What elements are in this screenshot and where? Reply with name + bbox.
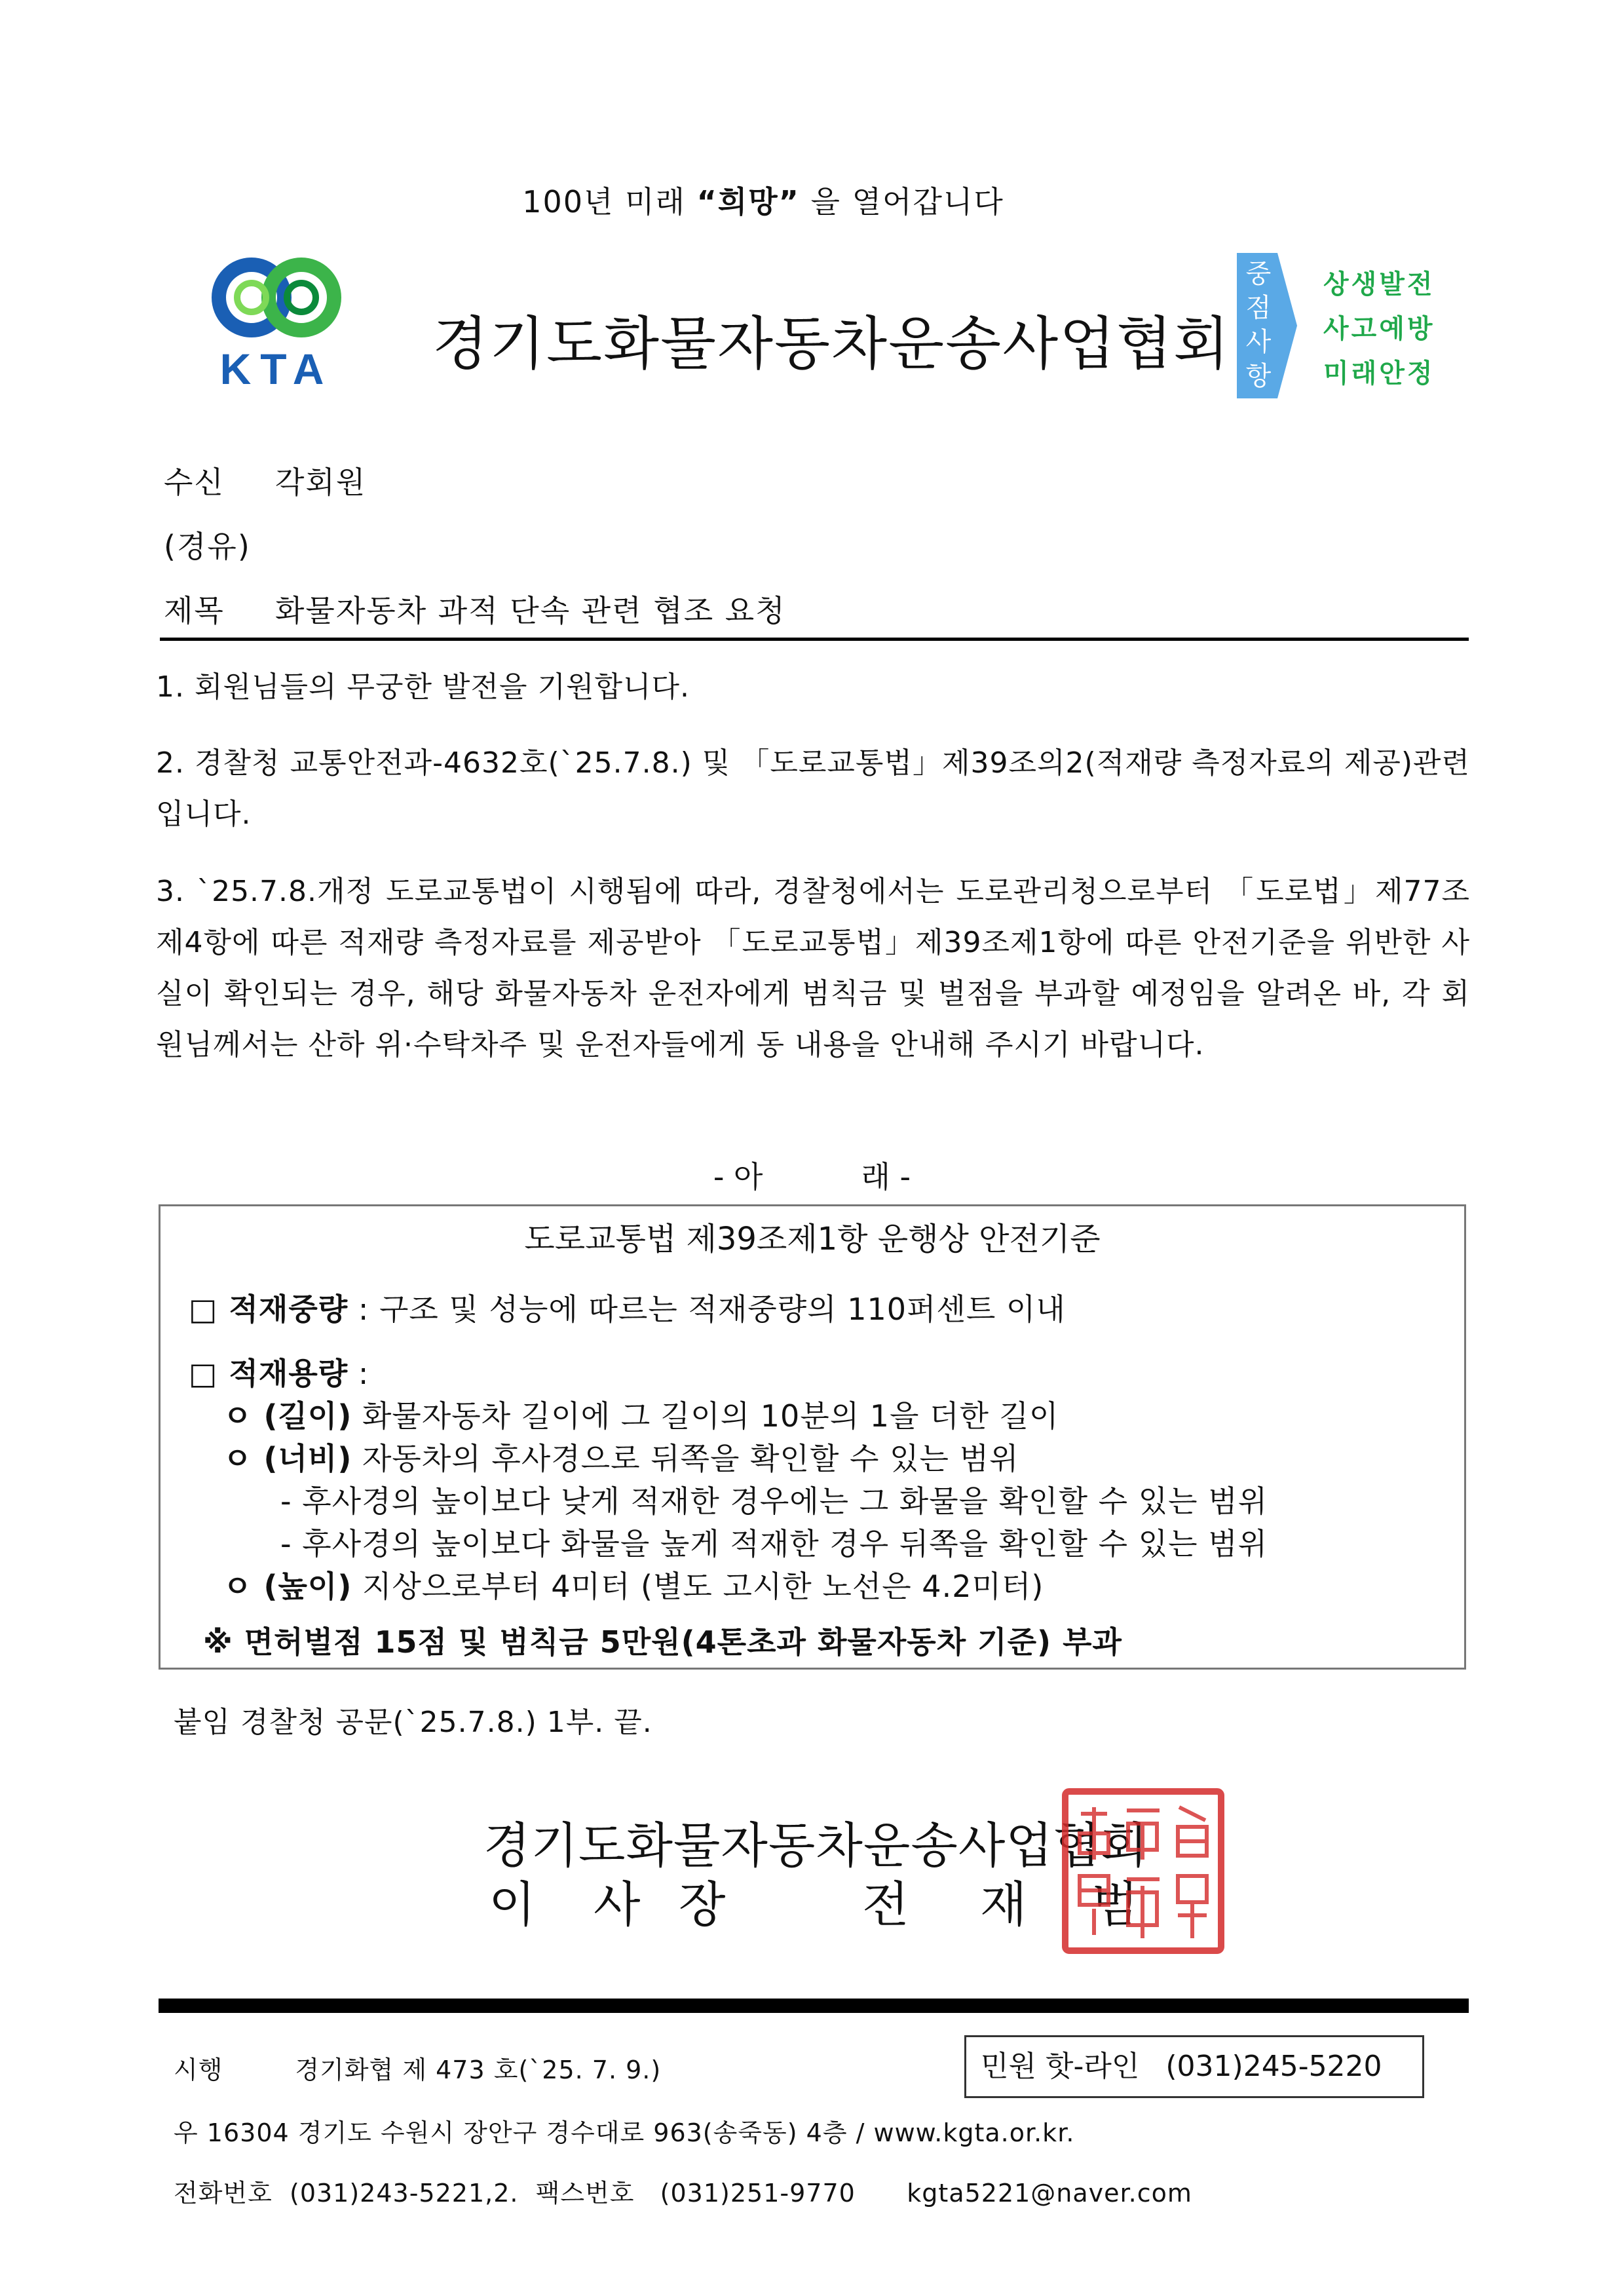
length-bullet: ㅇ (길이) [223, 1398, 352, 1434]
recipient-label: 수신 [164, 465, 225, 500]
hotline-box [964, 2035, 1424, 2098]
hotline-label: 민원 핫-라인 [981, 2050, 1140, 2083]
goal-item: 미래안정 [1323, 358, 1435, 389]
paragraph-3: 3. `25.7.8.개정 도로교통법이 시행됨에 따라, 경찰청에서는 도로관리청으로부터 「도로법」제77조제4항에 따른 적재량 측정자료를 제공받아 「도로교통법」제39조제1항에 따른 안전기준을 위반한 사실이 확인되는 경우, 해당 화물자동차 운전자에게 범칙금 및 벌점을 부과할 예정임을 알려온 바, 각 회원님께서는 산하 위·수탁차주 및 운전자들에게 동 내용을 안내해 주시기 바랍니다. [156, 875, 1470, 1062]
signature-char: 재 [980, 1877, 1027, 1933]
goals-list [1323, 262, 1435, 396]
signature-char: 이 [489, 1877, 536, 1933]
volume-colon: : [358, 1356, 369, 1391]
subject-value: 화물자동차 과적 단속 관련 협조 요청 [275, 593, 786, 628]
phone-line: 전화번호 (031)243-5221,2. 팩스번호 (031)251-9770 kgta5221@naver.com [174, 2179, 1192, 2208]
weight-line [189, 1286, 1066, 1329]
hotline-number: (031)245-5220 [1165, 2050, 1382, 2083]
signature-org: 경기도화물자동차운송사업협회 [483, 1818, 1148, 1874]
box-title: 도로교통법 제39조제1항 운행상 안전기준 [524, 1221, 1101, 1257]
paragraph-1: 1. 회원님들의 무궁한 발전을 기원합니다. [156, 670, 690, 704]
below-heading [0, 1153, 1624, 1196]
org-title: 경기도화물자동차운송사업협회 [432, 310, 1231, 377]
goal-item: 상생발전 [1323, 269, 1435, 299]
slogan-post: 을 열어갑니다 [810, 184, 1004, 220]
badge-text [1237, 257, 1280, 393]
via-line: (경유) [164, 529, 251, 564]
header-divider [160, 638, 1469, 641]
weight-label: □ 적재중량 [189, 1292, 349, 1327]
badge-char: 점 [1245, 293, 1272, 323]
below-heading-a: - 아 [713, 1159, 763, 1195]
paragraph-2: 2. 경찰청 교통안전과-4632호(`25.7.8.) 및 「도로교통법」제39조의2(적재량 측정자료의 제공)관련입니다. [156, 746, 1470, 831]
slogan [0, 178, 1526, 221]
signature-char: 장 [679, 1877, 726, 1933]
badge-char: 중 [1245, 259, 1272, 289]
footer-divider [159, 1999, 1469, 2013]
address-line: 우 16304 경기도 수원시 장안구 경수대로 963(송죽동) 4층 / www.kgta.or.kr. [174, 2118, 1075, 2147]
width-bullet: ㅇ (너비) [223, 1441, 352, 1476]
weight-text: : 구조 및 성능에 따르는 적재중량의 110퍼센트 이내 [358, 1292, 1066, 1327]
recipient-line [164, 459, 366, 502]
height-line [223, 1563, 1044, 1606]
badge-char: 사 [1245, 327, 1272, 357]
volume-label: □ 적재용량 [189, 1356, 349, 1391]
subject-label: 제목 [164, 593, 225, 628]
length-line [223, 1392, 1059, 1436]
kta-logo-text: KTA [219, 345, 333, 393]
issue-label: 시행 [174, 2056, 223, 2084]
volume-line [189, 1350, 369, 1393]
official-seal-icon [1061, 1788, 1225, 1955]
slogan-bold: “희망” [696, 184, 800, 220]
slogan-pre: 100년 미래 [522, 184, 686, 220]
below-heading-b: 래 - [861, 1159, 911, 1195]
height-bullet: ㅇ (높이) [223, 1569, 352, 1604]
width-text: 자동차의 후사경으로 뒤쪽을 확인할 수 있는 범위 [362, 1441, 1019, 1476]
width-sub-1: - 후사경의 높이보다 낮게 적재한 경우에는 그 화물을 확인할 수 있는 범위 [280, 1483, 1268, 1519]
badge-char: 항 [1245, 361, 1272, 391]
issue-value: 경기화협 제 473 호(`25. 7. 9.) [295, 2056, 662, 2084]
length-text: 화물자동차 길이에 그 길이의 10분의 1을 더한 길이 [362, 1398, 1059, 1434]
signature-char: 범 [1091, 1877, 1139, 1933]
width-line [223, 1435, 1019, 1478]
width-sub-2: - 후사경의 높이보다 화물을 높게 적재한 경우 뒤쪽을 확인할 수 있는 범위 [280, 1526, 1268, 1561]
penalty-note: ※ 면허벌점 15점 및 범칙금 5만원(4톤초과 화물자동차 기준) 부과 [203, 1624, 1122, 1660]
recipient-value: 각회원 [275, 465, 367, 500]
signature-char: 사 [594, 1877, 641, 1933]
goal-item: 사고예방 [1323, 314, 1435, 344]
height-text: 지상으로부터 4미터 (별도 고시한 노선은 4.2미터) [362, 1569, 1044, 1604]
attachment-line: 붙임 경찰청 공문(`25.7.8.) 1부. 끝. [174, 1706, 652, 1739]
subject-line [164, 587, 786, 630]
issue-line [174, 2050, 661, 2086]
signature-char: 전 [862, 1877, 909, 1933]
